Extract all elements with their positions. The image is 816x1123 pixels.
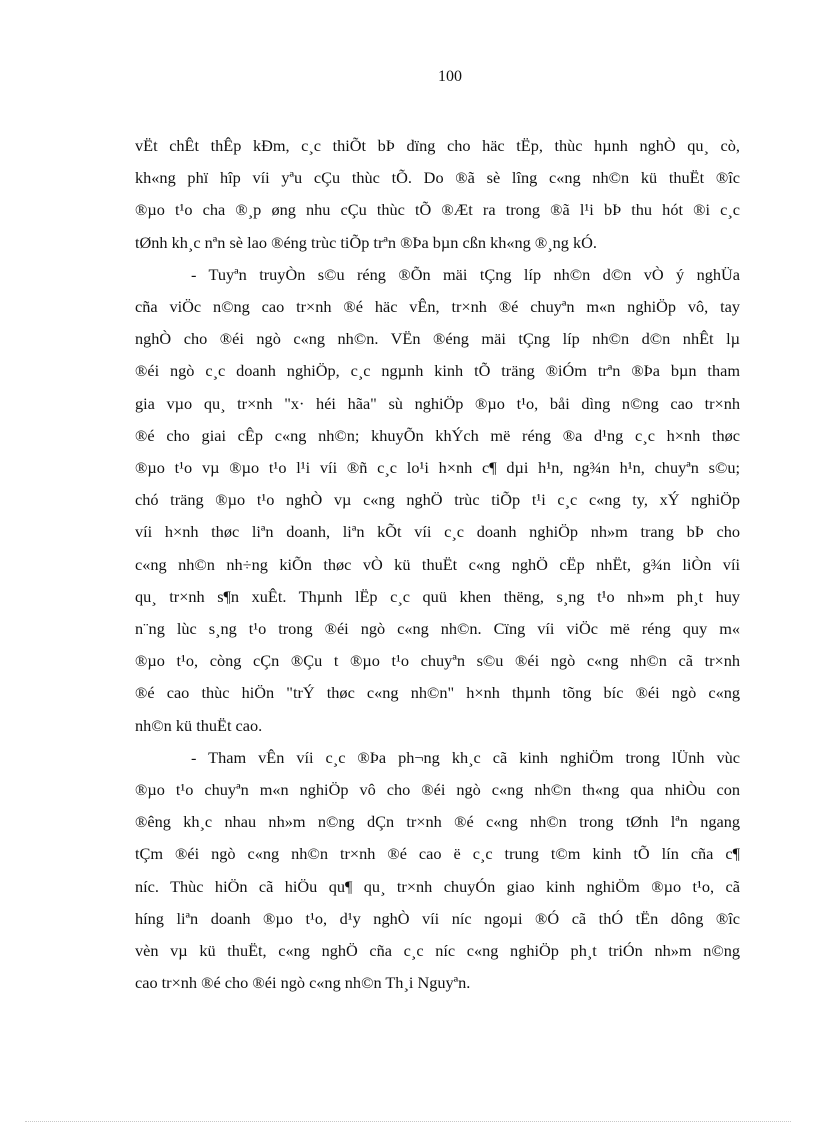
text-line: vèn vµ kü thuËt, c«ng nghÖ cña c¸c níc c«ng nghiÖp ph¸t triÓn nh»m n©ng: [135, 941, 740, 961]
text-line: - Tuyªn truyÒn s©u réng ®Õn mäi tÇng líp nh©n d©n vÒ ý nghÜa: [191, 264, 740, 284]
text-line: nh©n kü thuËt cao.: [135, 715, 263, 735]
text-line: ®é cho giai cÊp c«ng nh©n; khuyÕn khÝch më réng ®a d¹ng c¸c h×nh thøc: [135, 425, 740, 445]
text-line: - Tham vÊn víi c¸c ®Þa ph¬ng kh¸c cã kinh nghiÖm trong lÜnh vùc: [191, 747, 740, 767]
text-line: tØnh kh¸c nªn sè lao ®éng trùc tiÕp trªn ®Þa bµn cßn kh«ng ®¸ng kÓ.: [135, 232, 597, 252]
text-line: ®êng kh¸c nhau nh»m n©ng dÇn tr×nh ®é c«ng nh©n trong tØnh lªn ngang: [135, 812, 740, 832]
text-line: ®éi ngò c¸c doanh nghiÖp, c¸c ngµnh kinh tÕ träng ®iÓm trªn ®Þa bµn tham: [135, 361, 740, 381]
text-line: cao tr×nh ®é cho ®éi ngò c«ng nh©n Th¸i Nguyªn.: [135, 973, 471, 993]
paragraph-2: [135, 259, 740, 742]
text-line: níc. Thùc hiÖn cã hiÖu qu¶ qu¸ tr×nh chuyÓn giao kinh nghiÖm ®µo t¹o, cã: [135, 876, 740, 896]
text-line: kh«ng phï hîp víi yªu cÇu thùc tÕ. Do ®ã sè lîng c«ng nh©n kü thuËt ®îc: [135, 168, 740, 188]
page-bottom-border: [25, 1121, 791, 1122]
text-line: cña viÖc n©ng cao tr×nh ®é häc vÊn, tr×nh ®é chuyªn m«n nghiÖp vô, tay: [135, 297, 740, 317]
paragraph-3: [135, 742, 740, 1000]
text-line: ®é cao thùc hiÖn "trÝ thøc c«ng nh©n" h×nh thµnh tõng bíc ®éi ngò c«ng: [135, 683, 740, 703]
text-line: vËt chÊt thÊp kÐm, c¸c thiÕt bÞ dïng cho häc tËp, thùc hµnh nghÒ qu¸ cò,: [135, 136, 740, 155]
text-line: ®µo t¹o cha ®¸p øng nhu cÇu thùc tÕ ®Æt ra trong ®ã l¹i bÞ thu hót ®i c¸c: [135, 200, 740, 220]
text-line: víi h×nh thøc liªn doanh, liªn kÕt víi c¸c doanh nghiÖp nh»m trang bÞ cho: [135, 522, 740, 542]
text-line: c«ng nh©n nh÷ng kiÕn thøc vÒ kü thuËt c«ng nghÖ cËp nhËt, g¾n liÒn víi: [135, 554, 740, 574]
text-line: gia vµo qu¸ tr×nh "x· héi hãa" sù nghiÖp ®µo t¹o, båi dìng n©ng cao tr×nh: [135, 393, 740, 413]
text-line: nghÒ cho ®éi ngò c«ng nh©n. VËn ®éng mäi tÇng líp nh©n d©n nhÊt lµ: [135, 329, 740, 349]
text-line: chó träng ®µo t¹o nghÒ vµ c«ng nghÖ trùc tiÕp t¹i c¸c c«ng ty, xÝ nghiÖp: [135, 490, 740, 510]
page-number: 100: [438, 68, 462, 85]
text-line: ®µo t¹o, còng cÇn ®Çu t ®µo t¹o chuyªn s©u ®éi ngò c«ng nh©n cã tr×nh: [135, 651, 740, 671]
text-line: ®µo t¹o vµ ®µo t¹o l¹i víi ®ñ c¸c lo¹i h×nh c¶ dµi h¹n, ng¾n h¹n, chuyªn s©u;: [135, 458, 740, 478]
paragraph-1: [135, 130, 740, 259]
text-line: ®µo t¹o chuyªn m«n nghiÖp vô cho ®éi ngò c«ng nh©n th«ng qua nhiÒu con: [135, 780, 740, 800]
text-line: qu¸ tr×nh s¶n xuÊt. Thµnh lËp c¸c quü khen thëng, s¸ng t¹o nh»m ph¸t huy: [135, 586, 740, 606]
document-body: [135, 130, 740, 999]
text-line: híng liªn doanh ®µo t¹o, d¹y nghÒ víi níc ngoµi ®Ó cã thÓ tËn dông ®îc: [135, 908, 740, 928]
text-line: tÇm ®éi ngò c«ng nh©n tr×nh ®é cao ë c¸c trung t©m kinh tÕ lín cña c¶: [135, 844, 740, 864]
text-line: n¨ng lùc s¸ng t¹o trong ®éi ngò c«ng nh©n. Cïng víi viÖc më réng quy m«: [135, 619, 740, 639]
